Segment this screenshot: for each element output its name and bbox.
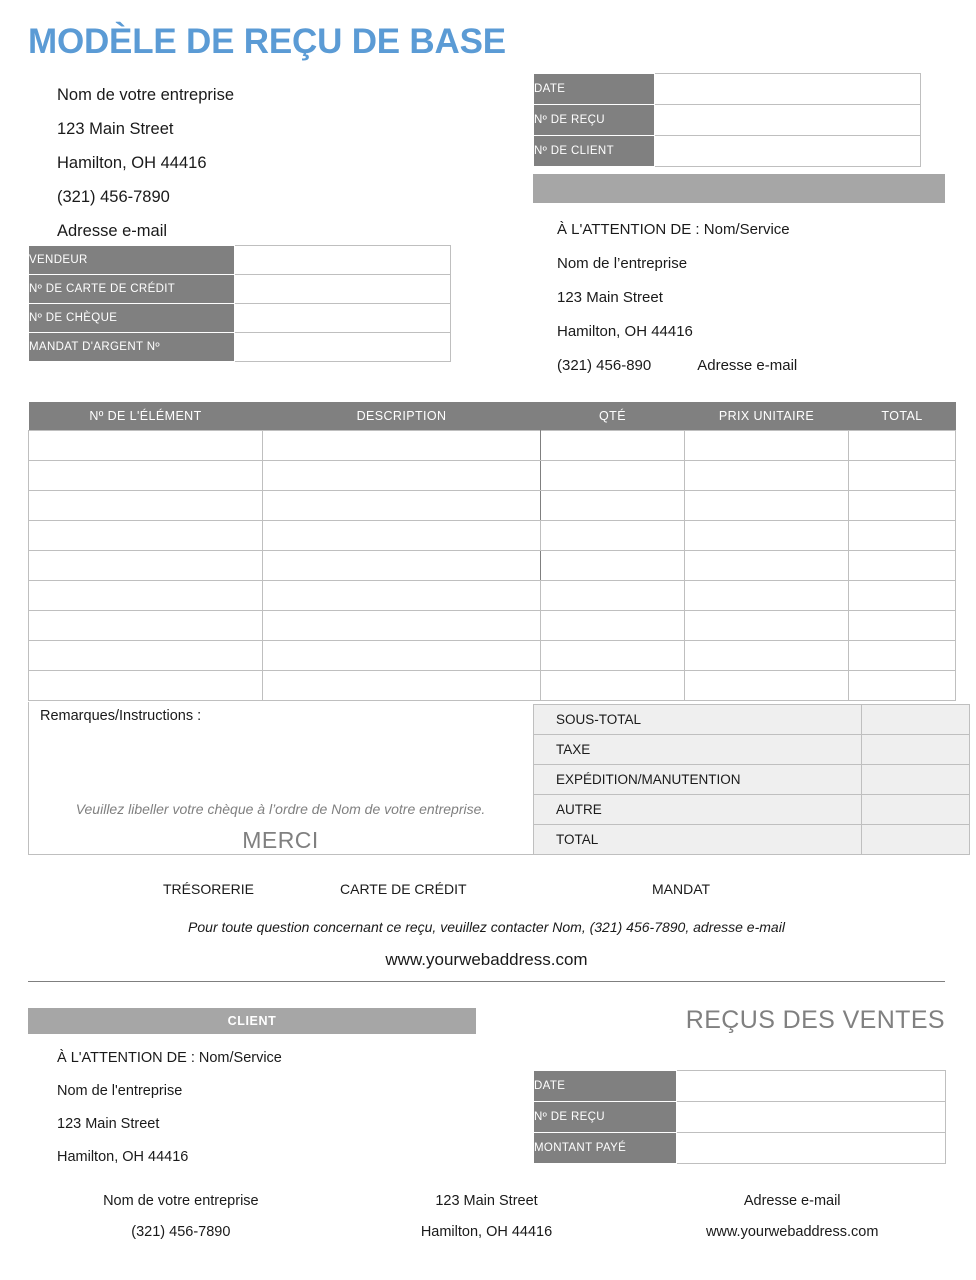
table-row <box>29 581 956 611</box>
cell-quantity[interactable] <box>541 581 685 611</box>
check-number-field[interactable] <box>235 304 451 333</box>
table-row <box>29 461 956 491</box>
bill-to-company: Nom de l’entreprise <box>557 255 688 272</box>
cell-line-total[interactable] <box>849 551 956 581</box>
payment-method-money-order[interactable]: MANDAT <box>652 881 711 897</box>
payment-method-credit-card[interactable]: CARTE DE CRÉDIT <box>340 881 467 897</box>
table-row <box>29 246 451 275</box>
cell-unit-price[interactable] <box>685 641 849 671</box>
cell-unit-price[interactable] <box>685 611 849 641</box>
cell-line-total[interactable] <box>849 431 956 461</box>
receipt-date-field[interactable] <box>655 74 921 105</box>
amount-paid-label: MONTANT PAYÉ <box>534 1133 677 1164</box>
table-row <box>534 136 921 167</box>
bill-to-city: Hamilton, OH 44416 <box>557 323 693 340</box>
vendor-label: VENDEUR <box>29 246 235 275</box>
page-footer <box>28 1186 945 1248</box>
footer-row-1 <box>28 1186 945 1217</box>
cell-description[interactable] <box>263 461 541 491</box>
cell-quantity[interactable] <box>541 641 685 671</box>
client-city: Hamilton, OH 44416 <box>57 1149 189 1165</box>
cell-quantity[interactable] <box>541 551 685 581</box>
cell-unit-price[interactable] <box>685 581 849 611</box>
table-row <box>29 431 956 461</box>
table-row <box>534 765 970 795</box>
bill-to-street: 123 Main Street <box>557 289 663 306</box>
footer-street: 123 Main Street <box>435 1193 538 1209</box>
bill-to-phone: (321) 456-890 <box>557 357 652 374</box>
total-label: TOTAL <box>534 825 862 855</box>
payment-methods-row <box>28 881 945 903</box>
table-row <box>534 735 970 765</box>
receipt-number-label: Nº DE REÇU <box>534 105 655 136</box>
cell-item-number[interactable] <box>29 611 263 641</box>
tax-field[interactable] <box>862 735 970 765</box>
table-row <box>534 705 970 735</box>
table-row <box>29 521 956 551</box>
cell-line-total[interactable] <box>849 581 956 611</box>
cell-line-total[interactable] <box>849 671 956 701</box>
table-header-row <box>29 402 956 431</box>
cell-quantity[interactable] <box>541 671 685 701</box>
receipt-info-divider-bar <box>533 174 945 203</box>
cell-quantity[interactable] <box>541 461 685 491</box>
table-row <box>534 1071 946 1102</box>
amount-paid-field[interactable] <box>677 1133 946 1164</box>
sales-receipt-info-table <box>533 1070 946 1164</box>
line-items-table <box>28 402 956 701</box>
table-row <box>534 795 970 825</box>
vendor-field[interactable] <box>235 246 451 275</box>
cell-item-number[interactable] <box>29 671 263 701</box>
thank-you-text: MERCI <box>242 827 319 853</box>
credit-card-number-field[interactable] <box>235 275 451 304</box>
table-row <box>29 275 451 304</box>
sales-receipt-number-field[interactable] <box>677 1102 946 1133</box>
shipping-handling-label: EXPÉDITION/MANUTENTION <box>534 765 862 795</box>
footer-row-2 <box>28 1217 945 1248</box>
cell-description[interactable] <box>263 641 541 671</box>
credit-card-number-label: Nº DE CARTE DE CRÉDIT <box>29 275 235 304</box>
other-label: AUTRE <box>534 795 862 825</box>
company-city: Hamilton, OH 44416 <box>57 154 207 172</box>
cell-quantity[interactable] <box>541 521 685 551</box>
table-row <box>29 333 451 362</box>
footer-phone: (321) 456-7890 <box>131 1224 231 1240</box>
sales-date-label: DATE <box>534 1071 677 1102</box>
line-items-header <box>29 402 956 431</box>
payable-to-note: Veuillez libeller votre chèque à l’ordre de Nom de votre entreprise. <box>75 801 486 817</box>
bill-to-block <box>557 213 957 383</box>
cell-unit-price[interactable] <box>685 431 849 461</box>
table-row <box>534 105 921 136</box>
subtotal-label: SOUS-TOTAL <box>534 705 862 735</box>
header-item-number: Nº DE L'ÉLÉMENT <box>29 402 263 431</box>
cell-quantity[interactable] <box>541 491 685 521</box>
check-number-label: Nº DE CHÈQUE <box>29 304 235 333</box>
payment-method-cash[interactable]: TRÉSORERIE <box>163 881 255 897</box>
client-section-bar: CLIENT <box>28 1008 476 1034</box>
footer-website[interactable]: www.yourwebaddress.com <box>705 1224 879 1240</box>
company-email: Adresse e-mail <box>57 222 168 240</box>
other-field[interactable] <box>862 795 970 825</box>
bill-to-attention: À L'ATTENTION DE : Nom/Service <box>557 221 790 238</box>
cell-description[interactable] <box>263 581 541 611</box>
sales-receipt-number-label: Nº DE REÇU <box>534 1102 677 1133</box>
cell-unit-price[interactable] <box>685 491 849 521</box>
cell-line-total[interactable] <box>849 461 956 491</box>
cell-item-number[interactable] <box>29 431 263 461</box>
bill-to-email: Adresse e-mail <box>697 357 798 374</box>
footer-email: Adresse e-mail <box>743 1193 841 1209</box>
cell-description[interactable] <box>263 671 541 701</box>
footer-company-name: Nom de votre entreprise <box>103 1193 259 1209</box>
contact-question-line: Pour toute question concernant ce reçu, veuillez contacter Nom, (321) 456-7890, adresse e-mail <box>188 919 785 935</box>
website-link[interactable]: www.yourwebaddress.com <box>385 950 588 969</box>
vendor-info-table <box>28 245 451 362</box>
sales-date-field[interactable] <box>677 1071 946 1102</box>
customer-number-label: Nº DE CLIENT <box>534 136 655 167</box>
cell-item-number[interactable] <box>29 581 263 611</box>
cell-item-number[interactable] <box>29 641 263 671</box>
receipt-date-label: DATE <box>534 74 655 105</box>
cell-quantity[interactable] <box>541 611 685 641</box>
client-street: 123 Main Street <box>57 1116 160 1132</box>
money-order-number-field[interactable] <box>235 333 451 362</box>
cell-description[interactable] <box>263 521 541 551</box>
client-attention: À L'ATTENTION DE : Nom/Service <box>57 1050 282 1066</box>
cell-unit-price[interactable] <box>685 521 849 551</box>
money-order-number-label: MANDAT D'ARGENT Nº <box>29 333 235 362</box>
table-row <box>29 641 956 671</box>
totals-table <box>533 704 970 855</box>
notes-label: Remarques/Instructions : <box>40 708 202 724</box>
cell-line-total[interactable] <box>849 641 956 671</box>
sales-receipt-heading: REÇUS DES VENTES <box>685 1006 945 1034</box>
cell-description[interactable] <box>263 551 541 581</box>
cell-quantity[interactable] <box>541 431 685 461</box>
header-line-total: TOTAL <box>849 402 956 431</box>
table-row <box>29 611 956 641</box>
company-street: 123 Main Street <box>57 120 174 138</box>
cell-description[interactable] <box>263 431 541 461</box>
header-quantity: QTÉ <box>541 402 685 431</box>
table-row <box>534 74 921 105</box>
receipt-info-table <box>533 73 921 167</box>
cell-item-number[interactable] <box>29 461 263 491</box>
table-row <box>534 1133 946 1164</box>
bill-to-contact-row <box>557 349 957 383</box>
shipping-handling-field[interactable] <box>862 765 970 795</box>
cell-description[interactable] <box>263 611 541 641</box>
page-title: MODÈLE DE REÇU DE BASE <box>28 22 506 61</box>
line-items-body <box>29 431 956 701</box>
tax-label: TAXE <box>534 735 862 765</box>
cell-unit-price[interactable] <box>685 671 849 701</box>
cell-line-total[interactable] <box>849 611 956 641</box>
cell-item-number[interactable] <box>29 551 263 581</box>
table-row <box>29 304 451 333</box>
company-phone: (321) 456-7890 <box>57 188 170 206</box>
section-divider <box>28 981 945 982</box>
cell-unit-price[interactable] <box>685 461 849 491</box>
footer-city: Hamilton, OH 44416 <box>420 1224 553 1240</box>
receipt-number-field[interactable] <box>655 105 921 136</box>
table-row <box>29 671 956 701</box>
cell-unit-price[interactable] <box>685 551 849 581</box>
client-company: Nom de l'entreprise <box>57 1083 183 1099</box>
header-description: DESCRIPTION <box>263 402 541 431</box>
subtotal-field[interactable] <box>862 705 970 735</box>
table-row <box>29 551 956 581</box>
cell-line-total[interactable] <box>849 491 956 521</box>
cell-line-total[interactable] <box>849 521 956 551</box>
header-unit-price: PRIX UNITAIRE <box>685 402 849 431</box>
cell-item-number[interactable] <box>29 491 263 521</box>
cell-description[interactable] <box>263 491 541 521</box>
customer-number-field[interactable] <box>655 136 921 167</box>
table-row <box>29 491 956 521</box>
company-name: Nom de votre entreprise <box>57 86 234 104</box>
table-row <box>534 825 970 855</box>
cell-item-number[interactable] <box>29 521 263 551</box>
company-address-block <box>57 78 497 248</box>
table-row <box>534 1102 946 1133</box>
total-field[interactable] <box>862 825 970 855</box>
client-address-block <box>57 1042 487 1174</box>
